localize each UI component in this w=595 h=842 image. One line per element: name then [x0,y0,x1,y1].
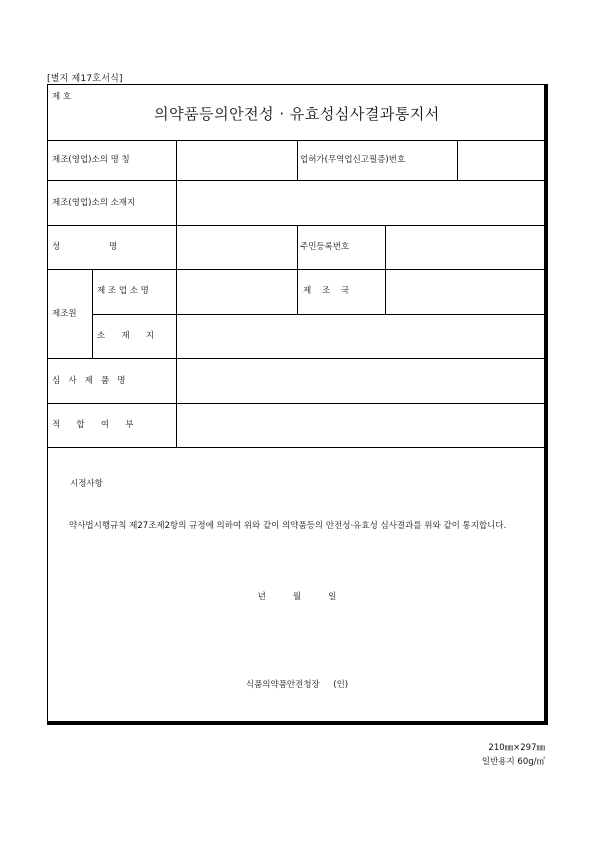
suitability-label: 적 합 여 부 [52,420,134,430]
document-number-label: 제 호 [52,92,72,102]
column-divider [385,225,386,314]
column-divider [457,140,458,180]
origin-group-label: 제조원 [52,309,77,319]
instructions-label: 시정사항 [70,479,103,489]
paper-weight-note: 일반용지 60g/㎡ [481,757,545,767]
manufacturer-name-label: 제조(영업)소의 명 칭 [52,155,130,165]
column-divider [297,225,298,314]
name-label-text: 성 명 [52,242,118,252]
origin-address-label: 소 재 지 [97,331,155,341]
form-number-label: [별지 제17호서식] [47,74,123,84]
manufacturer-address-label: 제조(영업)소의 소재지 [52,198,136,208]
name-label [52,241,172,253]
divider [48,447,546,448]
origin-name-label: 제 조 업 소 명 [97,286,149,296]
authority-signature: 식품의약품안전청장 (인) [245,680,349,690]
divider [48,403,546,404]
column-divider [176,140,177,447]
product-label: 심 사 제 품 명 [52,376,126,386]
column-divider [297,140,298,180]
paper-size-note: 210㎜×297㎜ [488,743,545,753]
resident-number-label: 주민등록번호 [300,242,350,252]
origin-country-label: 제 조 국 [303,286,350,296]
divider [48,358,546,359]
notice-form [47,84,545,722]
divider [92,314,546,315]
form-title: 의약품등의안전성 · 유효성심사결과통지서 [154,105,440,123]
divider [48,180,546,181]
license-number-label: 업허가(무역업신고필증)번호 [300,155,406,165]
date-line: 년 월 일 [257,592,337,602]
column-divider [92,269,93,358]
notice-paragraph: 약사법시행규칙 제27조제2항의 규정에 의하여 위와 같이 의약품등의 안전성·유효성 심사결과를 위와 같이 통지합니다. [69,521,507,531]
